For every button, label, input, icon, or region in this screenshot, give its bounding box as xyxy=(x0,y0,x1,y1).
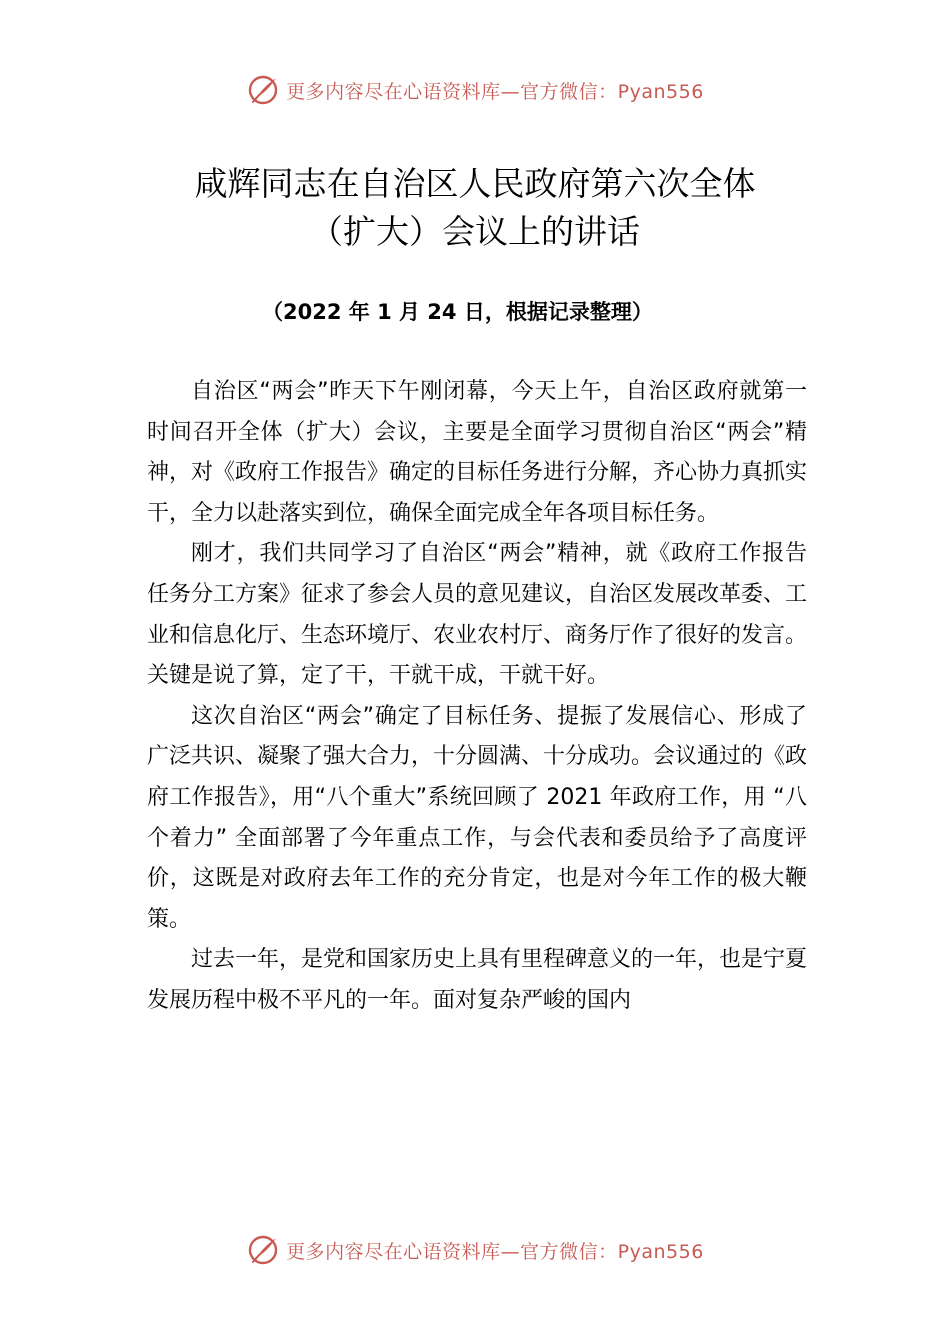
paragraph-2: 刚才，我们共同学习了自治区“两会”精神，就《政府工作报告任务分工方案》征求了参会人员的意见建议，自治区发展改革委、工业和信息化厅、生态环境厅、农业农村厅、商务厅作了很好的发言。关键是说了算，定了干，干就干成，干就干好。 xyxy=(147,541,808,689)
title-line-1: 咸辉同志在自治区人民政府第六次全体 xyxy=(194,164,756,203)
document-date-subtitle: （2022 年 1 月 24 日，根据记录整理） xyxy=(262,300,653,324)
paragraph-3: 这次自治区“两会”确定了目标任务、提振了发展信心、形成了广泛共识、凝聚了强大合力，十分圆满、十分成功。会议通过的《政府工作报告》，用“八个重大”系统回顾了 2021 年政府工作，用 “八个着力” 全面部署了今年重点工作，与会代表和委员给予了高度评价，这既是对政府去年工作的充分肯定，也是对今年工作的极大鞭策。 xyxy=(147,703,808,932)
title-line-2: （扩大）会议上的讲话 xyxy=(310,212,640,251)
red-feather-circle-logo-icon xyxy=(246,73,280,107)
watermark-header xyxy=(0,73,950,107)
paragraph-1: 自治区“两会”昨天下午刚闭幕，今天上午，自治区政府就第一时间召开全体（扩大）会议，主要是全面学习贯彻自治区“两会”精神，对《政府工作报告》确定的目标任务进行分解，齐心协力真抓实干，全力以赴落实到位，确保全面完成全年各项目标任务。 xyxy=(147,379,808,526)
watermark-text: 更多内容尽在心语资料库—官方微信：Pyan556 xyxy=(286,80,704,103)
document-title xyxy=(0,160,950,256)
watermark-footer xyxy=(0,1233,950,1267)
red-feather-circle-logo-icon xyxy=(246,1233,280,1267)
paragraph-4: 过去一年，是党和国家历史上具有里程碑意义的一年，也是宁夏发展历程中极不平凡的一年。面对复杂严峻的国内 xyxy=(147,947,808,1013)
document-body xyxy=(147,372,807,1022)
watermark-text: 更多内容尽在心语资料库—官方微信：Pyan556 xyxy=(286,1240,704,1263)
